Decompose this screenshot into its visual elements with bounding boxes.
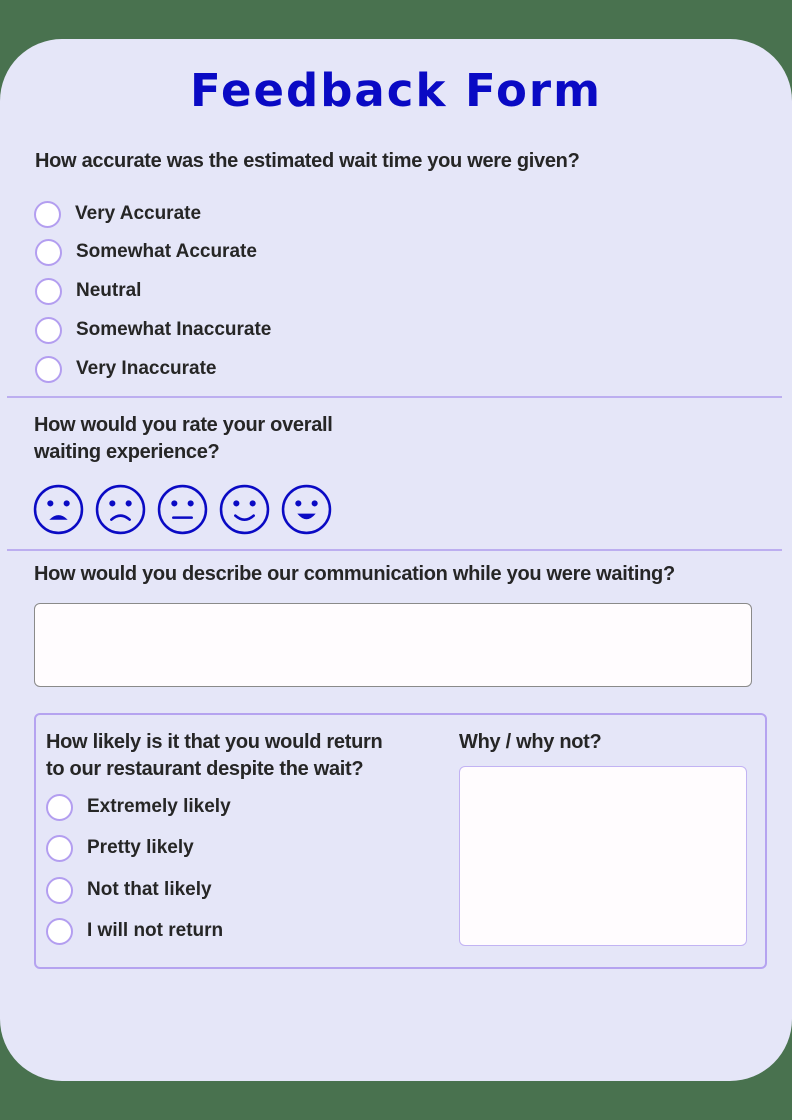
option-label: I will not return — [87, 920, 224, 941]
option-label: Very Accurate — [75, 203, 202, 224]
question-communication: How would you describe our communication while you were waiting? — [34, 563, 675, 585]
question-overall-experience — [34, 412, 333, 466]
radio-option-somewhat-inaccurate[interactable] — [35, 316, 271, 344]
form-title: Feedback Form — [190, 64, 602, 117]
radio-option-will-not-return[interactable] — [46, 917, 223, 945]
question-line: How likely is it that you would return — [46, 731, 383, 753]
section-divider — [7, 549, 782, 551]
happy-face-icon[interactable] — [281, 484, 332, 535]
option-label: Neutral — [76, 280, 142, 301]
sad-face-icon[interactable] — [95, 484, 146, 535]
rating-faces — [33, 484, 332, 535]
radio-option-very-accurate[interactable] — [34, 200, 201, 228]
smile-face-icon[interactable] — [219, 484, 270, 535]
radio-button[interactable] — [35, 317, 62, 344]
radio-option-not-that-likely[interactable] — [46, 876, 212, 904]
neutral-face-icon[interactable] — [157, 484, 208, 535]
radio-button[interactable] — [35, 278, 62, 305]
option-label: Not that likely — [87, 879, 212, 900]
radio-option-somewhat-accurate[interactable] — [35, 238, 257, 266]
option-label: Extremely likely — [87, 796, 231, 817]
option-label: Very Inaccurate — [76, 358, 217, 379]
option-label: Somewhat Accurate — [76, 241, 257, 262]
question-return-likelihood — [46, 729, 382, 783]
radio-option-extremely-likely[interactable] — [46, 793, 231, 821]
option-label: Somewhat Inaccurate — [76, 319, 272, 340]
very-sad-face-icon[interactable] — [33, 484, 84, 535]
radio-button[interactable] — [35, 356, 62, 383]
question-wait-accuracy: How accurate was the estimated wait time you were given? — [35, 150, 580, 172]
question-line: How would you rate your overall — [34, 414, 333, 436]
radio-button[interactable] — [35, 239, 62, 266]
communication-textarea[interactable] — [34, 603, 752, 687]
radio-button[interactable] — [46, 877, 73, 904]
why-textarea[interactable] — [459, 766, 747, 946]
radio-button[interactable] — [46, 918, 73, 945]
question-line: waiting experience? — [34, 441, 220, 463]
question-why-why-not: Why / why not? — [459, 731, 602, 753]
radio-option-very-inaccurate[interactable] — [35, 355, 216, 383]
radio-option-neutral[interactable] — [35, 277, 141, 305]
question-line: to our restaurant despite the wait? — [46, 758, 364, 780]
section-divider — [7, 396, 782, 398]
radio-button[interactable] — [34, 201, 61, 228]
radio-option-pretty-likely[interactable] — [46, 834, 194, 862]
radio-button[interactable] — [46, 794, 73, 821]
option-label: Pretty likely — [87, 837, 194, 858]
radio-button[interactable] — [46, 835, 73, 862]
